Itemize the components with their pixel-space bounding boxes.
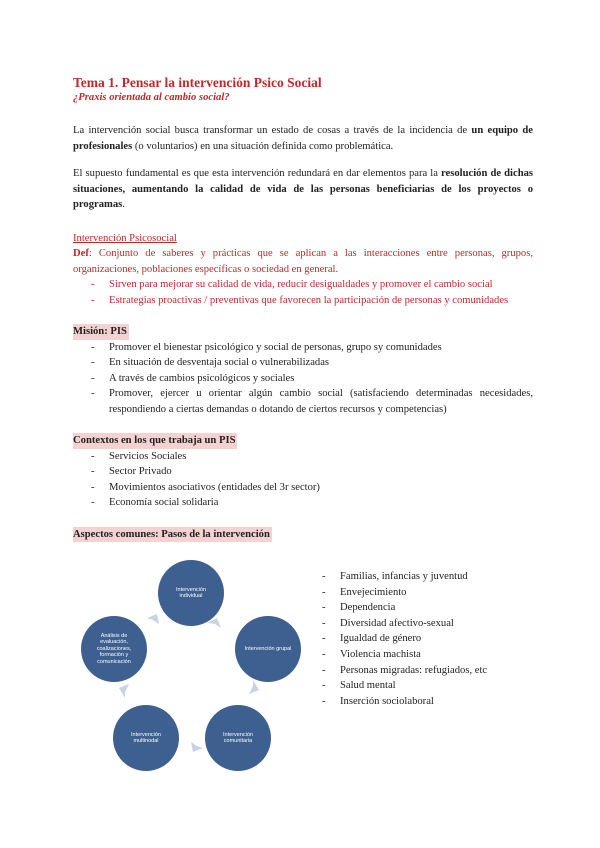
mision-section (73, 320, 533, 417)
document-page (73, 74, 533, 542)
list-item: - Movimientos asociativos (entidades del 3r sector) (73, 480, 533, 496)
list-item: - Igualdad de género (318, 631, 548, 647)
list-item: - Sirven para mejorar su calidad de vida, reducir desigualdades y promover el cambio social (73, 277, 533, 293)
cycle-node-grupal: Intervención grupal (235, 616, 301, 682)
arrow-shape (249, 680, 259, 694)
cycle-node-multinodal: Intervención multinodal (113, 705, 179, 771)
list-item: - Dependencia (318, 600, 548, 616)
list-item: - En situación de desventaja social o vulnerabilizadas (73, 355, 533, 371)
list-item: - A través de cambios psicológicos y sociales (73, 371, 533, 387)
psicosocial-list (73, 277, 533, 308)
contextos-list (73, 449, 533, 511)
list-item: - Promover el bienestar psicológico y social de personas, grupo sy comunidades (73, 340, 533, 356)
cycle-node-analisis: Análisis de evaluación, coalizaciones, formación y comunicación (81, 616, 147, 682)
intro-paragraph-2: El supuesto fundamental es que esta intervención redundará en dar elementos para la resolución de dichas situaciones, aumentando la calidad de vida de las personas beneficiarias de los proyectos o programas. (73, 168, 533, 210)
aspectos-list (318, 569, 548, 709)
arrow-shape (191, 742, 203, 752)
list-item: - Sector Privado (73, 464, 533, 480)
list-item: - Salud mental (318, 678, 548, 694)
list-item: - Envejecimiento (318, 585, 548, 601)
page-subtitle: ¿Praxis orientada al cambio social? (73, 92, 230, 103)
list-item: - Familias, infancias y juventud (318, 569, 548, 585)
cycle-node-comunitaria: Intervención comunitaria (205, 705, 271, 771)
list-item: - Economía social solidaria (73, 495, 533, 511)
arrow-shape (147, 614, 159, 624)
aspectos-list-wrap (318, 569, 548, 709)
arrow-shape (119, 684, 129, 698)
mision-list (73, 340, 533, 418)
list-item: - Violencia machista (318, 647, 548, 663)
psicosocial-definition: Def: Conjunto de saberes y prácticas que se aplican a las interacciones entre personas, grupos, organizaciones, poblaciones específicas o sociedad en general. (73, 248, 533, 275)
list-item: - Estrategias proactivas / preventivas que favorecen la participación de personas y comunidades (73, 293, 533, 309)
page-title: Tema 1. Pensar la intervención Psico Social (73, 75, 322, 90)
aspectos-heading: Aspectos comunes: Pasos de la intervención (73, 527, 272, 543)
mision-heading: Misión: PIS (73, 324, 129, 340)
contextos-section (73, 429, 533, 511)
list-item: - Promover, ejercer u orientar algún cambio social (satisfaciendo determinadas necesidades, respondiendo a ciertas demandas o dotando de ciertos recursos y competencias) (73, 386, 533, 417)
intro-paragraph-1: La intervención social busca transformar un estado de cosas a través de la incidencia de un equipo de profesionales (o voluntarios) en una situación definida como problemática. (73, 125, 533, 152)
list-item: - Servicios Sociales (73, 449, 533, 465)
psicosocial-section (73, 231, 533, 309)
list-item: - Inserción sociolaboral (318, 694, 548, 710)
intervention-cycle-diagram (75, 560, 305, 790)
contextos-heading: Contextos en los que trabaja un PIS (73, 433, 237, 449)
psicosocial-heading: Intervención Psicosocial (73, 232, 177, 244)
list-item: - Personas migradas: refugiados, etc (318, 663, 548, 679)
list-item: - Diversidad afectivo-sexual (318, 616, 548, 632)
aspectos-section (73, 523, 533, 543)
cycle-node-individual: Intervención individual (158, 560, 224, 626)
